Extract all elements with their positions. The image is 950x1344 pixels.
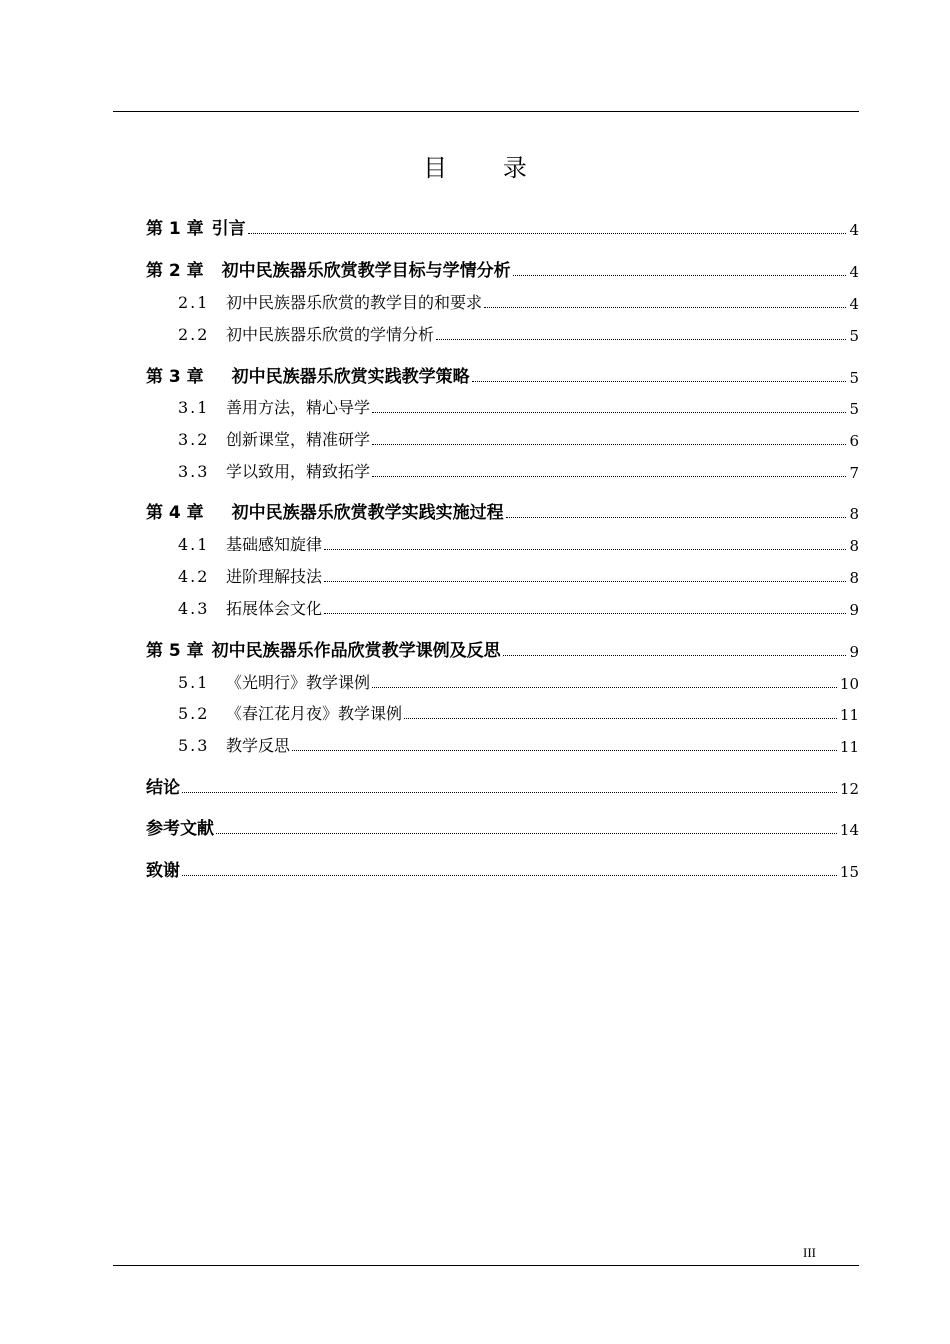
toc-entry[interactable] (146, 363, 859, 387)
toc-entry-number: 5.2 (178, 704, 210, 723)
toc-entry-title: 拓展体会文化 (226, 599, 323, 618)
toc-entry[interactable] (146, 669, 859, 693)
dot-leader (404, 718, 837, 719)
toc-entry[interactable] (146, 563, 859, 587)
dot-leader (248, 233, 847, 234)
toc-entry-title: 创新课堂，精准研学 (226, 430, 371, 449)
toc-entry[interactable] (146, 595, 859, 619)
dot-leader (506, 517, 847, 518)
toc-entry-page: 6 (849, 432, 859, 450)
toc-entry-page: 11 (839, 706, 859, 724)
toc-entry-number: 第 2 章 (146, 261, 204, 281)
toc-entry-page: 8 (849, 537, 859, 555)
toc-entry-page: 5 (849, 327, 859, 345)
toc-entry[interactable] (146, 637, 859, 661)
toc-entry-title: 基础感知旋律 (226, 535, 323, 554)
toc-entry-page: 15 (839, 863, 859, 881)
dot-leader (324, 581, 846, 582)
toc-entry-page: 9 (849, 643, 859, 661)
toc-entry-title: 初中民族器乐欣赏实践教学策略 (231, 367, 470, 387)
toc-entry-number: 5.1 (178, 673, 210, 692)
dot-leader (182, 792, 837, 793)
footer-rule (113, 1265, 859, 1266)
toc-entry[interactable] (146, 732, 859, 756)
toc-entry-page: 12 (839, 780, 859, 798)
toc-entry-title: 参考文献 (146, 819, 214, 839)
toc-entry-number: 第 1 章 (146, 219, 204, 239)
toc-entry-page: 5 (849, 400, 859, 418)
dot-leader (372, 476, 846, 477)
toc-entry[interactable] (146, 815, 859, 839)
dot-leader (472, 381, 847, 382)
toc-entry-title: 《春江花月夜》教学课例 (226, 704, 403, 723)
toc-entry-number: 4.1 (178, 535, 210, 554)
toc-entry[interactable] (146, 257, 859, 281)
toc-entry[interactable] (146, 426, 859, 450)
dot-leader (503, 655, 847, 656)
dot-leader (372, 687, 837, 688)
toc-entry-page: 4 (849, 295, 859, 313)
toc-entry-title: 教学反思 (226, 736, 291, 755)
toc-entry-title: 引言 (211, 219, 246, 239)
dot-leader (372, 412, 846, 413)
toc-entry-title: 初中民族器乐作品欣赏教学课例及反思 (211, 641, 501, 661)
toc-entry[interactable] (146, 531, 859, 555)
toc-entry-title: 致谢 (146, 861, 180, 881)
dot-leader (324, 613, 846, 614)
toc-entry-number: 第 4 章 (146, 503, 204, 523)
toc-entry-page: 8 (849, 569, 859, 587)
toc-entry-title: 《光明行》教学课例 (226, 673, 371, 692)
toc-entry-title: 进阶理解技法 (226, 567, 323, 586)
toc-entry-page: 9 (849, 601, 859, 619)
toc-entry[interactable] (146, 857, 859, 881)
page-title-char-2: 录 (502, 154, 527, 182)
dot-leader (292, 750, 837, 751)
dot-leader (436, 339, 846, 340)
toc-entry-number: 第 3 章 (146, 367, 204, 387)
toc-entry[interactable] (146, 774, 859, 798)
toc-entry-page: 4 (849, 221, 859, 239)
toc-entry-page: 7 (849, 464, 859, 482)
toc-entry-number: 第 5 章 (146, 641, 204, 661)
toc-entry-number: 3.1 (178, 398, 210, 417)
toc-entry-title: 初中民族器乐欣赏教学实践实施过程 (231, 503, 504, 523)
toc-entry-number: 2.1 (178, 293, 210, 312)
dot-leader (372, 444, 846, 445)
page-title-char-1: 目 (423, 154, 448, 182)
toc-entry-number: 4.2 (178, 567, 210, 586)
toc-entry[interactable] (146, 700, 859, 724)
toc-entry-title: 善用方法，精心导学 (226, 398, 371, 417)
toc-entry[interactable] (146, 289, 859, 313)
dot-leader (513, 275, 847, 276)
toc-entry-page: 10 (839, 675, 859, 693)
header-rule (113, 111, 859, 112)
toc-entry-page: 4 (849, 263, 859, 281)
toc-entry[interactable] (146, 215, 859, 239)
toc-entry-number: 3.3 (178, 462, 210, 481)
toc-entry-number: 4.3 (178, 599, 210, 618)
toc-entry-number: 3.2 (178, 430, 210, 449)
toc-entry[interactable] (146, 458, 859, 482)
toc-entry-page: 14 (839, 821, 859, 839)
dot-leader (216, 833, 837, 834)
toc-entry-title: 初中民族器乐欣赏的学情分析 (226, 325, 435, 344)
toc-entry-page: 8 (849, 505, 859, 523)
dot-leader (182, 875, 837, 876)
toc-entry[interactable] (146, 499, 859, 523)
toc-entry-title: 初中民族器乐欣赏的教学目的和要求 (226, 293, 483, 312)
toc-entry-title: 初中民族器乐欣赏教学目标与学情分析 (221, 261, 511, 281)
toc-entry-page: 5 (849, 369, 859, 387)
toc-entry-number: 2.2 (178, 325, 210, 344)
dot-leader (484, 307, 846, 308)
toc-entry-title: 结论 (146, 778, 180, 798)
toc-entry-title: 学以致用，精致拓学 (226, 462, 371, 481)
toc-entry-number: 5.3 (178, 736, 210, 755)
toc-entry[interactable] (146, 321, 859, 345)
toc-entry-page: 11 (839, 738, 859, 756)
page-title (0, 148, 950, 183)
dot-leader (324, 549, 846, 550)
toc-entry[interactable] (146, 394, 859, 418)
footer-page-number: III (803, 1245, 816, 1260)
